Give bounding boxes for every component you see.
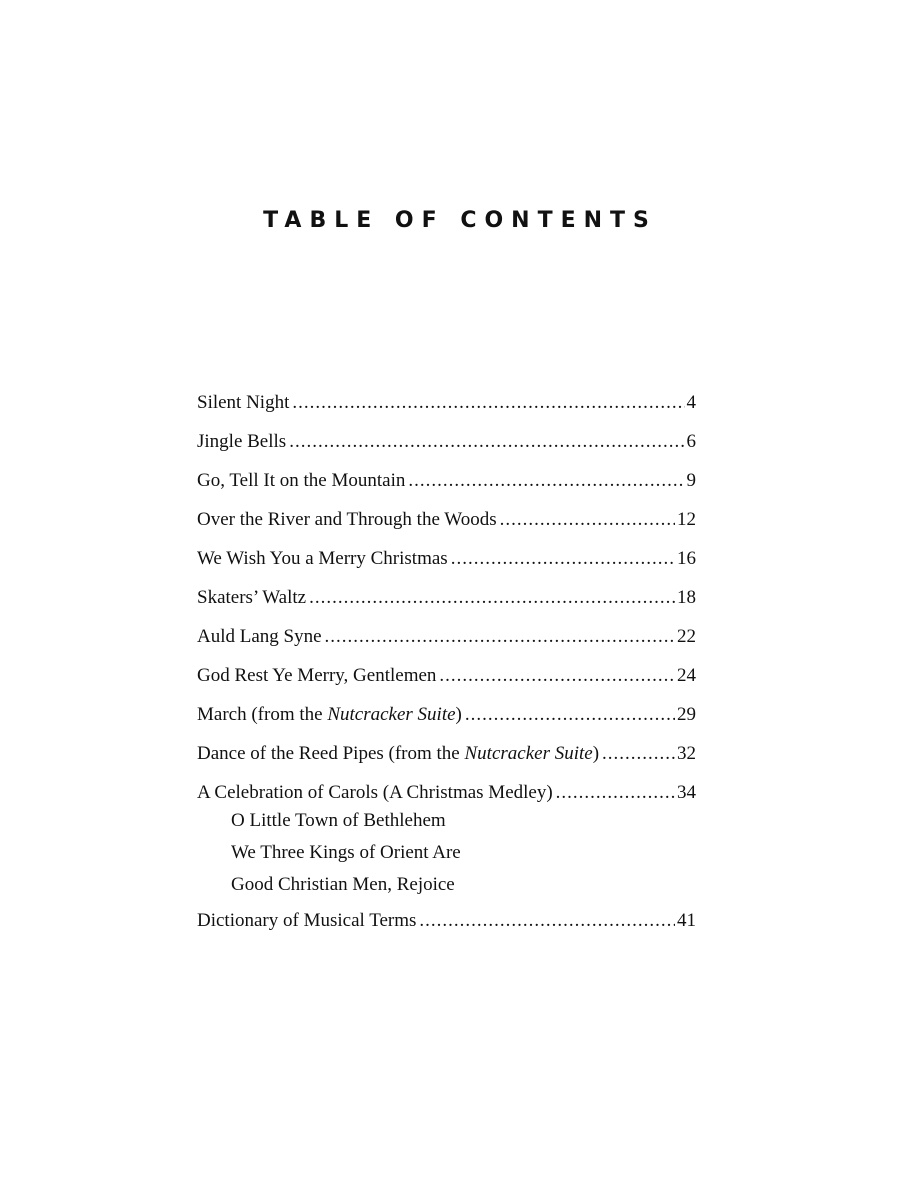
toc-entry[interactable] — [197, 546, 696, 585]
toc-entry-title: Dictionary of Musical Terms — [197, 910, 417, 931]
toc-entry-title: Go, Tell It on the Mountain — [197, 470, 406, 491]
toc-entry-title: Auld Lang Syne — [197, 626, 322, 647]
medley-subitem-list — [197, 805, 696, 901]
toc-entry-title: A Celebration of Carols (A Christmas Medley) — [197, 782, 553, 803]
toc-entry-title: God Rest Ye Merry, Gentlemen — [197, 665, 437, 686]
toc-page-number: 6 — [686, 431, 696, 452]
toc-entry[interactable] — [197, 702, 696, 741]
toc-page-number: 34 — [677, 782, 696, 803]
table-of-contents — [197, 390, 696, 947]
toc-page-number: 24 — [677, 665, 696, 686]
toc-page-number: 32 — [677, 743, 696, 764]
toc-entry[interactable] — [197, 741, 696, 780]
toc-entry[interactable] — [197, 624, 696, 663]
toc-entry[interactable] — [197, 390, 696, 429]
dot-leader — [419, 908, 675, 934]
toc-page-number: 29 — [677, 704, 696, 725]
toc-entry-title: Jingle Bells — [197, 431, 287, 452]
toc-entry-title: Over the River and Through the Woods — [197, 509, 497, 530]
dot-leader — [602, 741, 675, 767]
toc-page-number: 41 — [677, 910, 696, 931]
toc-entry[interactable] — [197, 908, 696, 947]
dot-leader — [465, 702, 675, 728]
toc-page-number: 18 — [677, 587, 696, 608]
toc-page-number: 22 — [677, 626, 696, 647]
dot-leader — [292, 390, 684, 416]
toc-entry-title: Dance of the Reed Pipes (from the Nutcracker Suite) — [197, 743, 600, 764]
dot-leader — [439, 663, 675, 689]
toc-entry-title: We Wish You a Merry Christmas — [197, 548, 448, 569]
dot-leader — [309, 585, 675, 611]
toc-entry-title: March (from the Nutcracker Suite) — [197, 704, 462, 725]
toc-entry-title: Silent Night — [197, 392, 290, 413]
toc-page-number: 4 — [686, 392, 696, 413]
dot-leader — [289, 429, 684, 455]
page-title: TABLE OF CONTENTS — [263, 208, 657, 233]
toc-page-number: 9 — [686, 470, 696, 491]
dot-leader — [325, 624, 675, 650]
toc-entry[interactable] — [197, 507, 696, 546]
toc-entry[interactable] — [197, 468, 696, 507]
toc-entry[interactable] — [197, 585, 696, 624]
dot-leader — [500, 507, 675, 533]
toc-entry[interactable] — [197, 663, 696, 702]
medley-subitem: Good Christian Men, Rejoice — [231, 874, 455, 895]
toc-page-number: 12 — [677, 509, 696, 530]
dot-leader — [451, 546, 675, 572]
dot-leader — [556, 780, 675, 806]
toc-entry-title: Skaters’ Waltz — [197, 587, 307, 608]
dot-leader — [408, 468, 684, 494]
toc-entry[interactable] — [197, 429, 696, 468]
medley-subitem: We Three Kings of Orient Are — [231, 842, 461, 863]
medley-subitem: O Little Town of Bethlehem — [231, 810, 446, 831]
toc-page-number: 16 — [677, 548, 696, 569]
